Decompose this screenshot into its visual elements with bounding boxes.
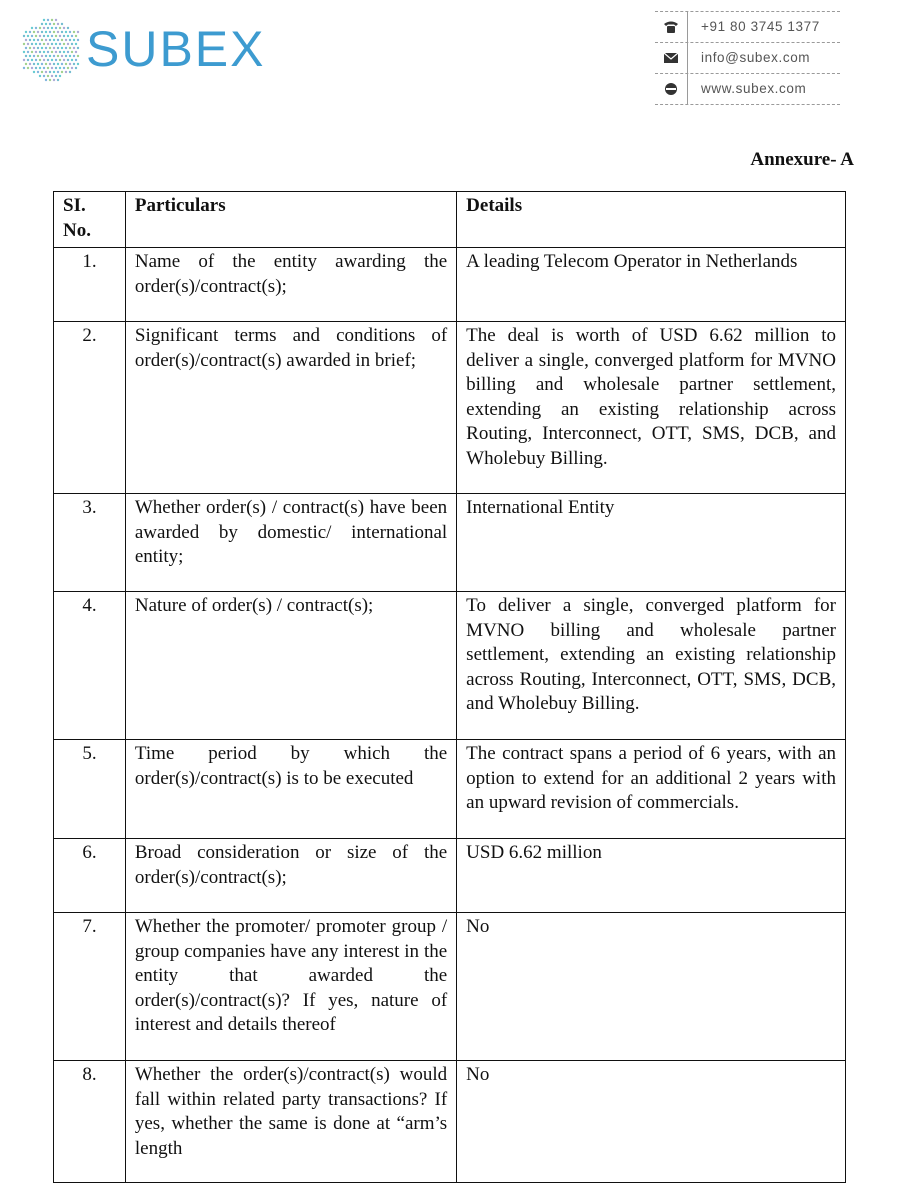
row-number: 8. (54, 1061, 126, 1183)
table-row (54, 248, 846, 322)
header-sl-no: SI. No. (54, 192, 126, 248)
contact-website-row (655, 73, 840, 105)
row-particulars: Broad consideration or size of the order(s)/contract(s); (125, 839, 456, 913)
table-row (54, 322, 846, 494)
contact-website[interactable]: www.subex.com (701, 81, 807, 96)
contact-phone: +91 80 3745 1377 (701, 19, 820, 34)
row-number: 3. (54, 494, 126, 592)
row-number: 5. (54, 740, 126, 839)
contact-block (655, 11, 840, 105)
globe-icon (655, 74, 688, 104)
company-logo (14, 12, 264, 88)
row-details: A leading Telecom Operator in Netherlands (457, 248, 846, 322)
annexure-title: Annexure- A (750, 149, 854, 170)
contact-email-row (655, 42, 840, 73)
row-number: 2. (54, 322, 126, 494)
row-details: No (457, 1061, 846, 1183)
row-details: International Entity (457, 494, 846, 592)
envelope-icon (655, 43, 688, 73)
row-number: 6. (54, 839, 126, 913)
row-particulars: Whether the promoter/ promoter group / group companies have any interest in the entity that awarded the order(s)/contract(s)? If yes, nature of interest and details thereof (125, 913, 456, 1061)
table-row (54, 1061, 846, 1183)
row-number: 4. (54, 592, 126, 740)
disclosure-table (53, 191, 846, 1183)
row-particulars: Time period by which the order(s)/contract(s) is to be executed (125, 740, 456, 839)
row-particulars: Nature of order(s) / contract(s); (125, 592, 456, 740)
contact-email[interactable]: info@subex.com (701, 50, 811, 65)
table-header-row (54, 192, 846, 248)
row-particulars: Significant terms and conditions of order(s)/contract(s) awarded in brief; (125, 322, 456, 494)
header-particulars: Particulars (125, 192, 456, 248)
logo-text: SUBEX (86, 21, 266, 77)
row-number: 7. (54, 913, 126, 1061)
row-details: To deliver a single, converged platform for MVNO billing and wholesale partner settlement, extending an existing relationship across Routing, Interconnect, OTT, SMS, DCB, and Wholebuy Billing. (457, 592, 846, 740)
row-particulars: Whether order(s) / contract(s) have been awarded by domestic/ international entity; (125, 494, 456, 592)
contact-phone-row (655, 11, 840, 42)
row-details: The deal is worth of USD 6.62 million to deliver a single, converged platform for MVNO billing and wholesale partner settlement, extending an existing relationship across Routing, Interconnect, OTT, SMS, DCB, and Wholebuy Billing. (457, 322, 846, 494)
table-row (54, 740, 846, 839)
row-number: 1. (54, 248, 126, 322)
table-row (54, 592, 846, 740)
row-details: No (457, 913, 846, 1061)
row-particulars: Name of the entity awarding the order(s)/contract(s); (125, 248, 456, 322)
row-particulars: Whether the order(s)/contract(s) would fall within related party transactions? If yes, whether the same is done at “arm’s length (125, 1061, 456, 1183)
table-row (54, 913, 846, 1061)
row-details: USD 6.62 million (457, 839, 846, 913)
table-row (54, 494, 846, 592)
table-row (54, 839, 846, 913)
row-details: The contract spans a period of 6 years, with an option to extend for an additional 2 years with an upward revision of commercials. (457, 740, 846, 839)
header-details: Details (457, 192, 846, 248)
hexagon-dots-logo-icon (14, 12, 86, 88)
phone-icon (655, 12, 688, 42)
